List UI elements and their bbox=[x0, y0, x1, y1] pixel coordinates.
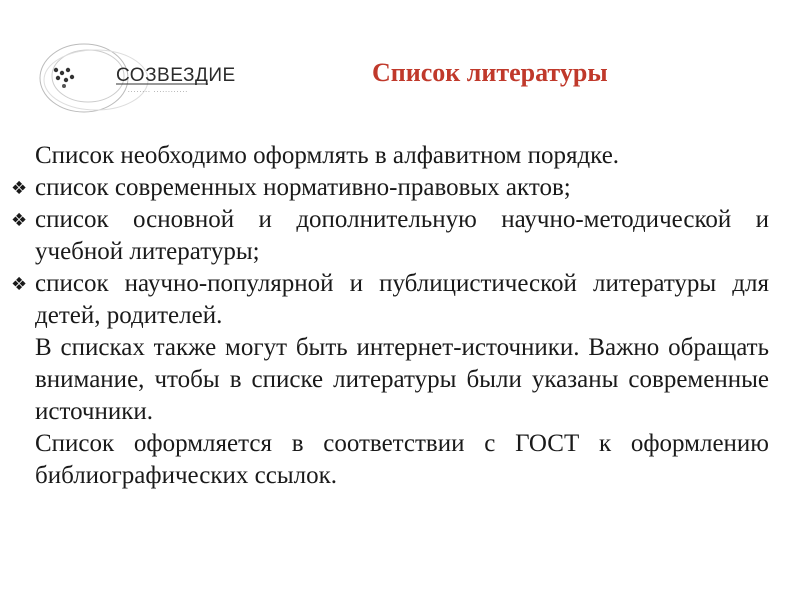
bullet-item bbox=[11, 268, 769, 332]
bullet-text: список научно-популярной и публицистической литературы для детей, родителей. bbox=[35, 270, 769, 329]
content-body bbox=[11, 140, 769, 492]
bullet-item bbox=[11, 204, 769, 268]
bullet-item bbox=[11, 172, 769, 204]
diamond-bullet-icon: ❖ bbox=[11, 210, 28, 231]
page-title: Список литературы bbox=[372, 58, 608, 87]
diamond-bullet-icon: ❖ bbox=[11, 274, 28, 295]
bullet-text: список современных нормативно-правовых актов; bbox=[35, 174, 571, 201]
bullet-text: список основной и дополнительную научно-методической и учебной литературы; bbox=[35, 206, 769, 265]
logo-tagline: ........ ............ bbox=[128, 88, 189, 94]
diamond-bullet-icon: ❖ bbox=[11, 178, 28, 199]
paragraph-sources: В списках также могут быть интернет-источники. Важно обращать внимание, чтобы в списке литературы были указаны современные источники. bbox=[35, 334, 769, 425]
logo-name: СОЗВЕЗДИЕ bbox=[116, 65, 236, 86]
logo bbox=[36, 40, 236, 118]
paragraph-gost: Список оформляется в соответствии с ГОСТ к оформлению библиографических ссылок. bbox=[35, 430, 769, 489]
intro-paragraph: Список необходимо оформлять в алфавитном порядке. bbox=[35, 142, 620, 169]
